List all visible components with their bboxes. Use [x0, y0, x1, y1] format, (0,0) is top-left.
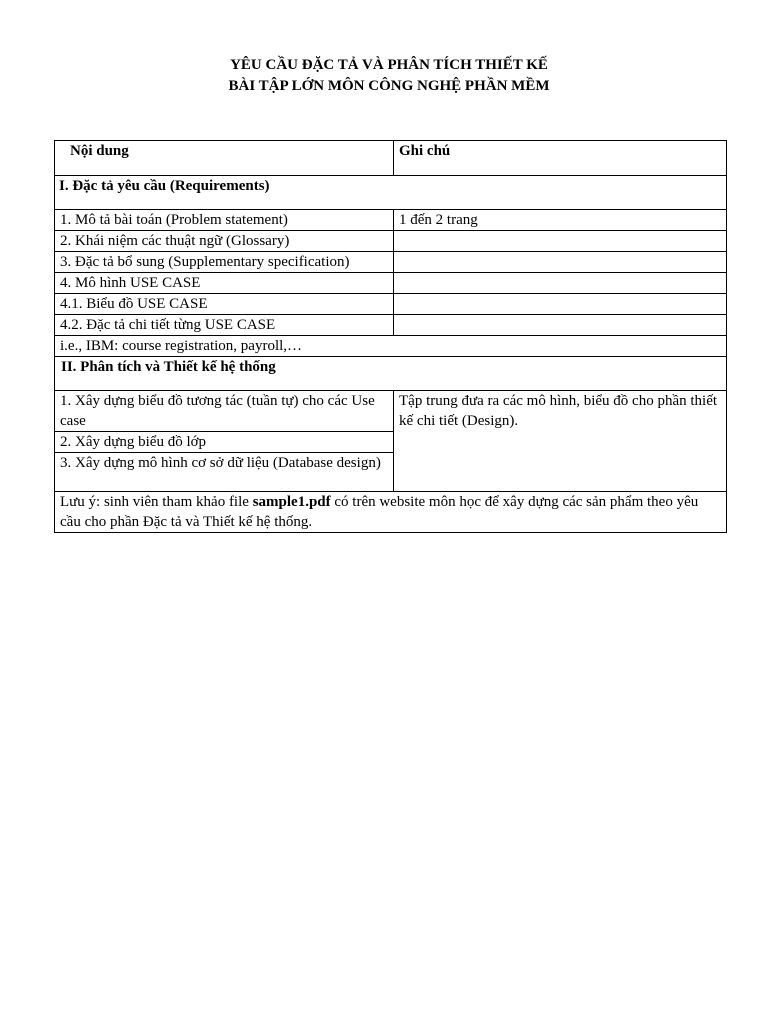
- footer-prefix: Lưu ý: sinh viên tham khảo file: [60, 494, 253, 510]
- table-row: [55, 252, 727, 273]
- row-content: 3. Đặc tả bổ sung (Supplementary specification): [55, 252, 394, 273]
- footer-note-row: [55, 492, 727, 533]
- section-1-title: I. Đặc tả yêu cầu (Requirements): [55, 176, 727, 210]
- row-content: 1. Xây dựng biểu đồ tương tác (tuần tự) cho các Use case: [55, 391, 394, 432]
- table-row: [55, 391, 727, 432]
- row-content: 4.1. Biểu đồ USE CASE: [55, 294, 394, 315]
- row-note: [394, 231, 727, 252]
- table-row: [55, 210, 727, 231]
- header-note: Ghi chú: [394, 141, 727, 176]
- section-1-row: [55, 176, 727, 210]
- section-2-note: Tập trung đưa ra các mô hình, biểu đồ cho phần thiết kế chi tiết (Design).: [394, 391, 727, 492]
- row-content: 1. Mô tả bài toán (Problem statement): [55, 210, 394, 231]
- example-row: [55, 336, 727, 357]
- row-content: 2. Xây dựng biểu đồ lớp: [55, 432, 394, 453]
- row-content: 2. Khái niệm các thuật ngữ (Glossary): [55, 231, 394, 252]
- document-title: [0, 55, 768, 97]
- row-note: [394, 315, 727, 336]
- footer-file: sample1.pdf: [252, 494, 331, 510]
- table-row: [55, 315, 727, 336]
- row-content: 4.2. Đặc tả chi tiết từng USE CASE: [55, 315, 394, 336]
- row-note: [394, 294, 727, 315]
- section-2-row: [55, 357, 727, 391]
- header-content: Nội dung: [55, 141, 394, 176]
- row-note: 1 đến 2 trang: [394, 210, 727, 231]
- requirements-table: [54, 140, 727, 533]
- row-note: [394, 273, 727, 294]
- table-row: [55, 231, 727, 252]
- section-2-title: II. Phân tích và Thiết kế hệ thống: [55, 357, 727, 391]
- footer-suffix: có trên website môn học để xây dựng các sản phẩm theo yêu cầu cho phần Đặc tả và Thiết kế hệ thống.: [60, 494, 699, 530]
- table-header-row: [55, 141, 727, 176]
- example-text: i.e., IBM: course registration, payroll,…: [55, 336, 727, 357]
- title-line-1: YÊU CẦU ĐẶC TẢ VÀ PHÂN TÍCH THIẾT KẾ: [230, 57, 548, 73]
- table-row: [55, 294, 727, 315]
- row-note: [394, 252, 727, 273]
- footer-note: [55, 492, 727, 533]
- row-content: 4. Mô hình USE CASE: [55, 273, 394, 294]
- table-row: [55, 273, 727, 294]
- title-line-2: BÀI TẬP LỚN MÔN CÔNG NGHỆ PHẦN MỀM: [228, 78, 550, 94]
- row-content: 3. Xây dựng mô hình cơ sở dữ liệu (Database design): [55, 453, 394, 492]
